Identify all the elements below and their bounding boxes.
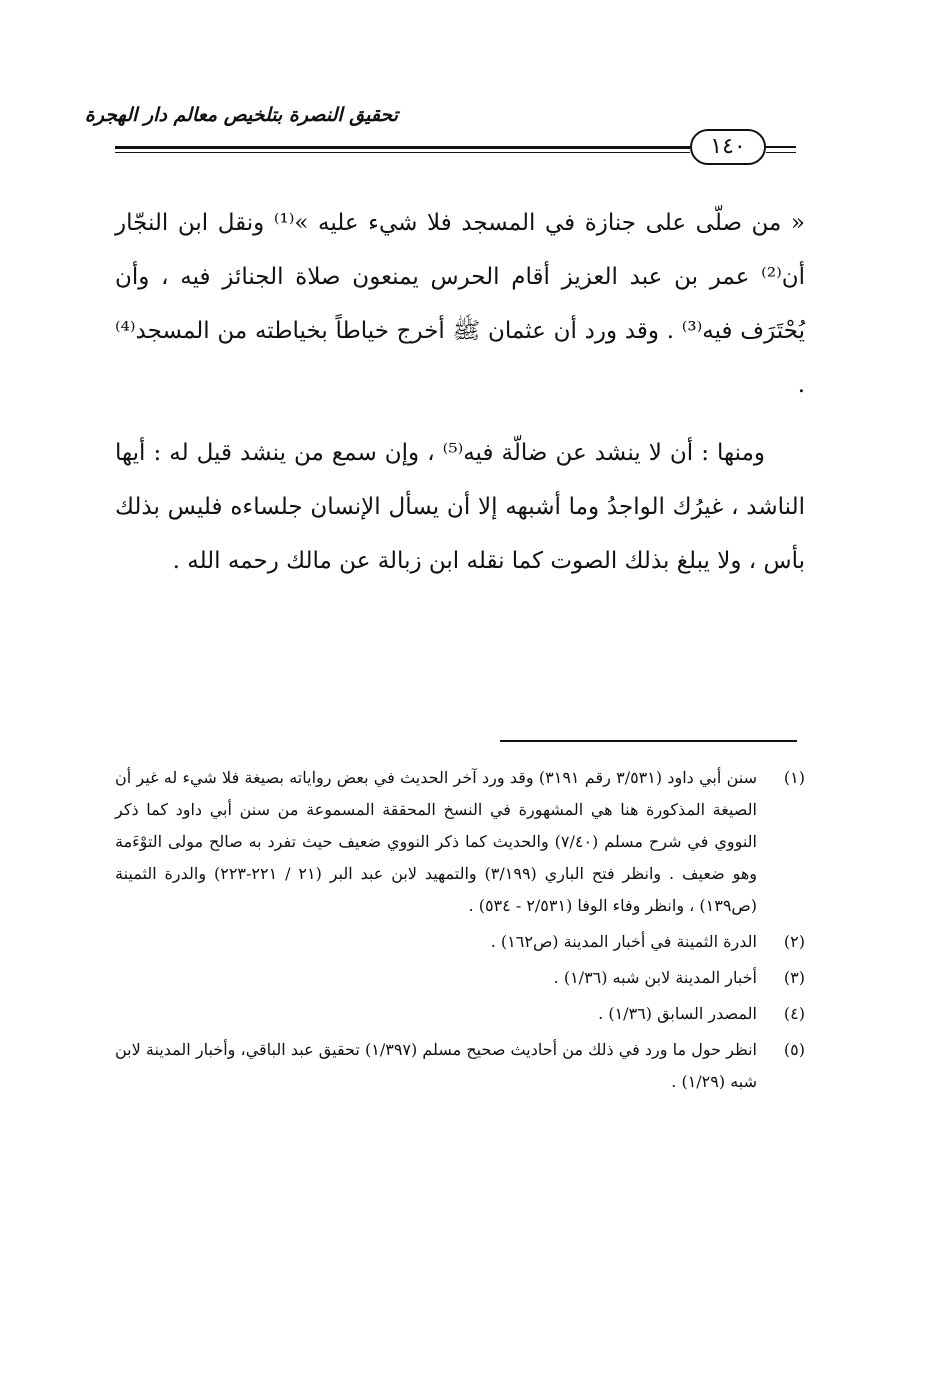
footnote-text: سنن أبي داود (٣/٥٣١ رقم ٣١٩١) وقد ورد آخر الحديث في بعض رواياته بصيغة فلا شيء له غير أن الصيغة المذكورة هنا هي المشهورة في النسخ المحققة المسموعة من سنن أبي داود كما ذكر النووي في شرح مسلم (٧/٤٠) والحديث كما ذكر النووي ضعيف حيث تفرد به صالح مولى التوْءَمة وهو ضعيف . وانظر فتح الباري (٣/١٩٩) والتمهيد لابن عبد البر (٢١ / ٢٢١-٢٢٣) والدرة الثمينة (ص١٣٩) ، وانظر وفاء الوفا (٢/٥٣١ - ٥٣٤) . [115, 768, 758, 915]
footnote-number: (٢) [783, 932, 805, 951]
header-rule [115, 146, 690, 149]
paragraph-1: « من صلّى على جنازة في المسجد فلا شيء عليه »⁽¹⁾ ونقل ابن النجّار أن⁽²⁾ عمر بن عبد العزيز أقام الحرس يمنعون صلاة الجنائز فيه ، وأن يُحْتَرَف فيه⁽³⁾ . وقد ورد أن عثمان ﷺ أخرج خياطاً بخياطته من المسجد⁽⁴⁾ . [115, 210, 805, 398]
footnote-text: انظر حول ما ورد في ذلك من أحاديث صحيح مسلم (١/٣٩٧) تحقيق عبد الباقي، وأخبار المدينة لابن شبه (١/٢٩) . [115, 1040, 757, 1091]
running-header-title: تحقيق النصرة بتلخيص معالم دار الهجرة [84, 104, 398, 126]
footnote-separator [500, 740, 797, 742]
footnote-1 [115, 762, 805, 922]
page-number-badge [690, 129, 766, 165]
footnote-number: (٤) [783, 1004, 805, 1023]
header-rule-thin [115, 152, 690, 153]
footnote-text: المصدر السابق (١/٣٦) . [598, 1004, 757, 1023]
footnote-5 [115, 1034, 805, 1098]
footnotes [115, 762, 805, 1102]
footnote-number: (٣) [783, 968, 805, 987]
page-number: ١٤٠ [710, 134, 746, 159]
footnote-3 [115, 962, 805, 994]
footnote-4 [115, 998, 805, 1030]
header-rule-right [766, 146, 796, 148]
footnote-number: (٥) [783, 1040, 805, 1059]
header-rule-right-thin [766, 152, 796, 153]
footnote-2 [115, 926, 805, 958]
main-text [115, 196, 805, 588]
footnote-text: أخبار المدينة لابن شبه (١/٣٦) . [553, 968, 757, 987]
paragraph-2: ومنها : أن لا ينشد عن ضالّة فيه⁽⁵⁾ ، وإن سمع من ينشد قيل له : أيها الناشد ، غيرُك الواجدُ وما أشبهه إلا أن يسأل الإنسان جلساءه فليس بذلك بأس ، ولا يبلغ بذلك الصوت كما نقله ابن زبالة عن مالك رحمه الله . [115, 440, 805, 574]
footnote-number: (١) [783, 768, 805, 787]
footnote-text: الدرة الثمينة في أخبار المدينة (ص١٦٢) . [490, 932, 757, 951]
